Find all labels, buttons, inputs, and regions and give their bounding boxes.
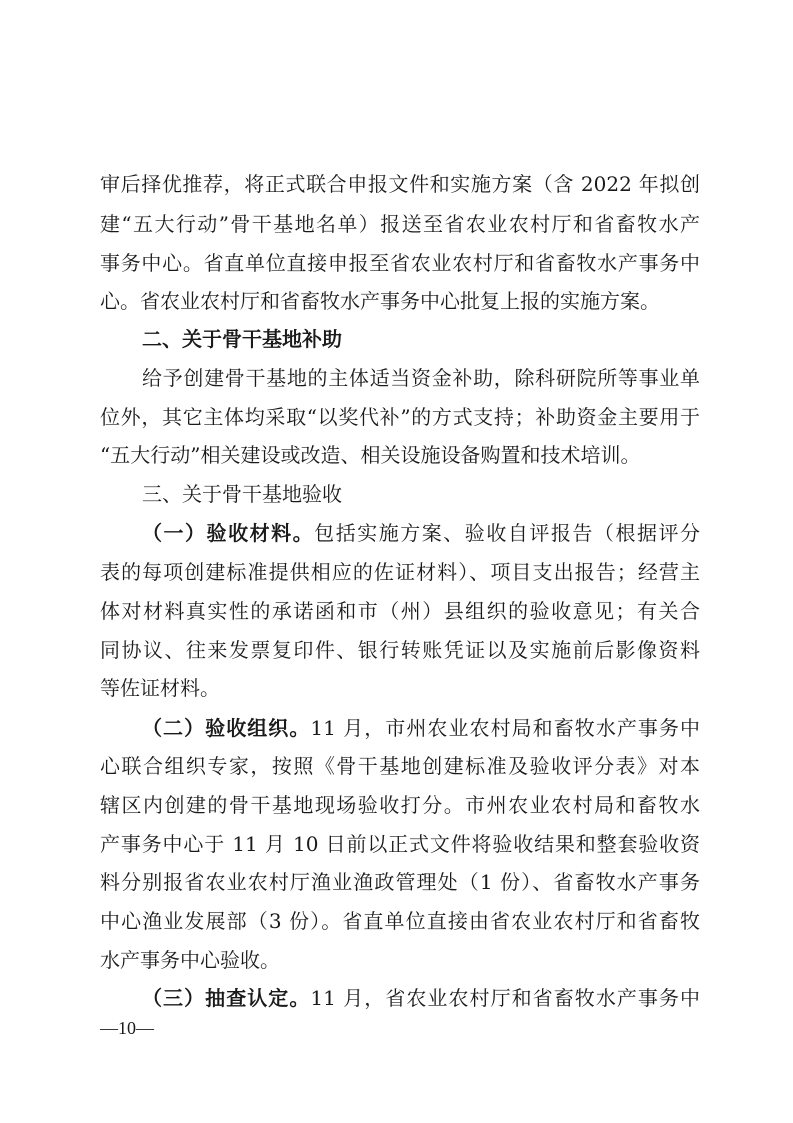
paragraph-1-line-3: 事务中心。省直单位直接申报至省农业农村厅和省畜牧水产事务中 — [100, 251, 700, 275]
paragraph-2-line-3: “五大行动”相关建设或改造、相关设施设备购置和技术培训。 — [100, 443, 641, 467]
subsection-2-first-text: 11 月，市州农业农村局和畜牧水产事务中 — [310, 716, 701, 740]
subsection-2-line-5: 料分别报省农业农村厅渔业渔政管理处（1 份）、省畜牧水产事务 — [100, 870, 700, 894]
paragraph-2-line-1: 给予创建骨干基地的主体适当资金补助，除科研院所等事业单 — [142, 366, 700, 390]
subsection-1-line-4: 同协议、往来发票复印件、银行转账凭证以及实施前后影像资料 — [100, 638, 700, 662]
subsection-3-first-text: 11 月，省农业农村厅和省畜牧水产事务中 — [310, 986, 701, 1010]
subsection-3-line-1 — [142, 986, 700, 1010]
section-heading-subsidy: 二、关于骨干基地补助 — [142, 327, 342, 351]
subsection-2-line-3: 辖区内创建的骨干基地现场验收打分。市州农业农村局和畜牧水 — [100, 793, 700, 817]
subsection-3-label: （三）抽查认定。 — [142, 986, 311, 1010]
paragraph-1-line-2: 建“五大行动”骨干基地名单）报送至省农业农村厅和省畜牧水产 — [100, 212, 700, 236]
page-number: —10— — [100, 1018, 154, 1038]
subsection-2-line-2: 心联合组织专家，按照《骨干基地创建标准及验收评分表》对本 — [100, 754, 700, 778]
paragraph-1-line-1: 审后择优推荐，将正式联合申报文件和实施方案（含 2022 年拟创 — [100, 172, 700, 196]
subsection-1-first-text: 包括实施方案、验收自评报告（根据评分 — [314, 521, 701, 545]
subsection-1-label: （一）验收材料。 — [142, 521, 315, 545]
subsection-1-line-2: 表的每项创建标准提供相应的佐证材料）、项目支出报告；经营主 — [100, 560, 700, 584]
subsection-2-line-1 — [142, 716, 700, 740]
subsection-2-label: （二）验收组织。 — [142, 716, 311, 740]
subsection-2-line-6: 中心渔业发展部（3 份）。省直单位直接由省农业农村厅和省畜牧 — [100, 909, 700, 933]
subsection-2-line-7: 水产事务中心验收。 — [100, 948, 280, 972]
section-heading-acceptance: 三、关于骨干基地验收 — [142, 482, 342, 506]
subsection-1-line-1 — [142, 521, 700, 545]
subsection-2-line-4: 产事务中心于 11 月 10 日前以正式文件将验收结果和整套验收资 — [100, 832, 700, 856]
subsection-1-line-3: 体对材料真实性的承诺函和市（州）县组织的验收意见；有关合 — [100, 599, 700, 623]
paragraph-1-line-4: 心。省农业农村厅和省畜牧水产事务中心批复上报的实施方案。 — [100, 289, 660, 313]
paragraph-2-line-2: 位外，其它主体均采取“以奖代补”的方式支持；补助资金主要用于 — [100, 405, 700, 429]
subsection-1-line-5: 等佐证材料。 — [100, 676, 220, 700]
